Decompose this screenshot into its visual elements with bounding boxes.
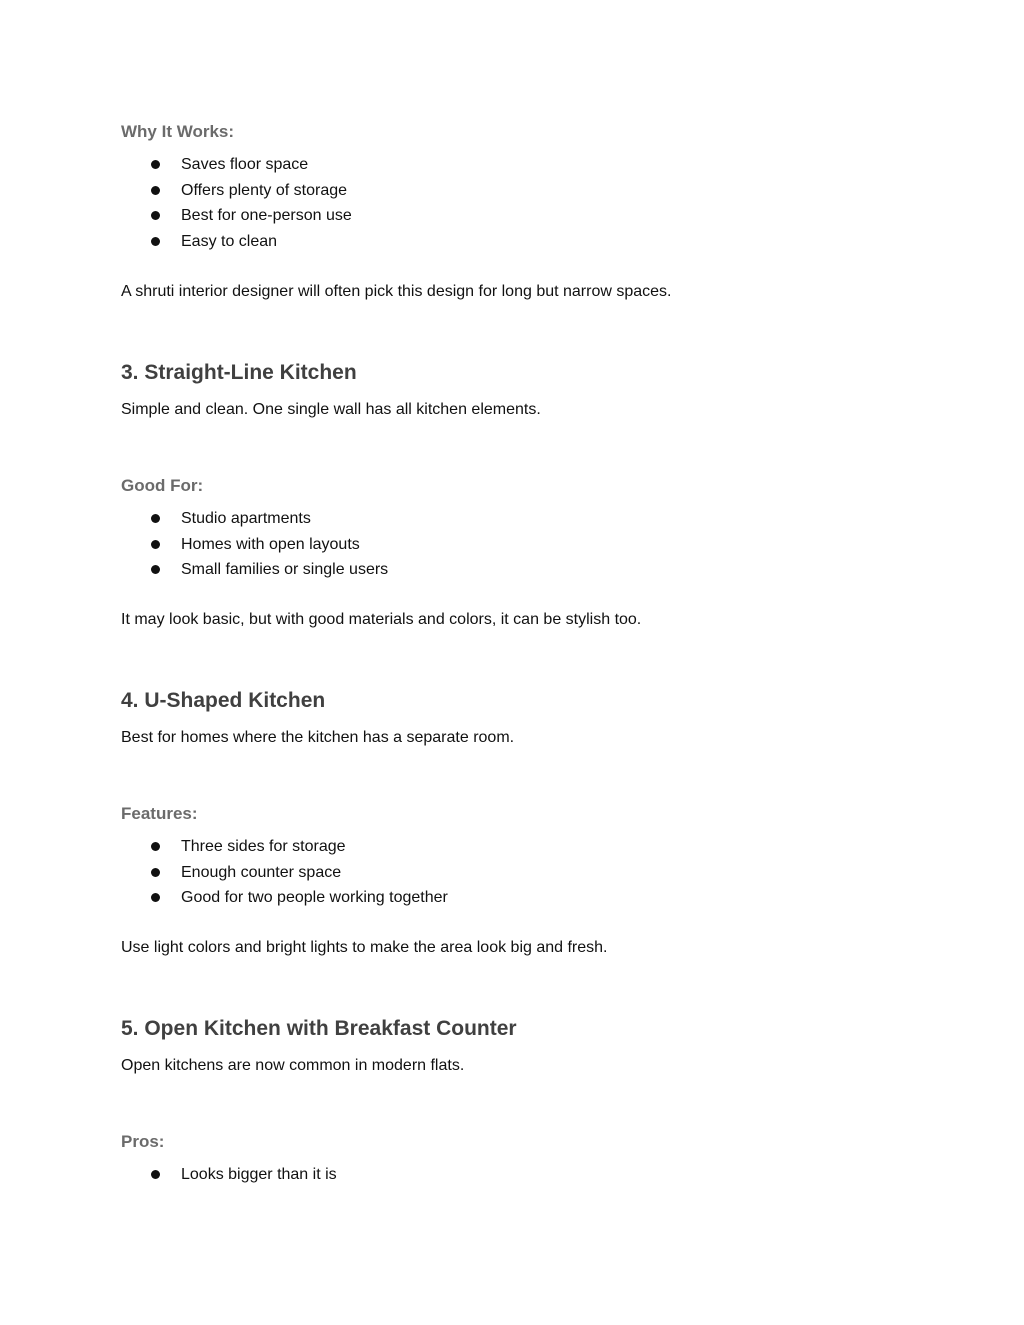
straight-line-kitchen-note: It may look basic, but with good materials and colors, it can be stylish too.: [121, 611, 642, 628]
good-for-list: [121, 506, 901, 583]
bullet-icon: [151, 893, 160, 902]
u-shaped-kitchen-intro: Best for homes where the kitchen has a separate room.: [121, 729, 515, 746]
open-kitchen-intro: Open kitchens are now common in modern flats.: [121, 1057, 465, 1074]
bullet-icon: [151, 1170, 160, 1179]
bullet-icon: [151, 237, 160, 246]
bullet-icon: [151, 565, 160, 574]
list-item: Best for one-person use: [121, 203, 901, 229]
pros-list: [121, 1162, 901, 1188]
u-shaped-kitchen-heading: 4. U-Shaped Kitchen: [121, 689, 326, 712]
straight-line-kitchen-intro: Simple and clean. One single wall has all kitchen elements.: [121, 401, 541, 418]
features-list: [121, 834, 901, 911]
bullet-icon: [151, 540, 160, 549]
features-label: Features:: [121, 804, 198, 823]
why-it-works-label: Why It Works:: [121, 122, 235, 141]
bullet-icon: [151, 868, 160, 877]
straight-line-kitchen-heading: 3. Straight-Line Kitchen: [121, 361, 357, 384]
open-kitchen-heading: 5. Open Kitchen with Breakfast Counter: [121, 1017, 517, 1040]
bullet-icon: [151, 514, 160, 523]
pros-label: Pros:: [121, 1132, 165, 1151]
good-for-label: Good For:: [121, 476, 204, 495]
list-item: Homes with open layouts: [121, 532, 901, 558]
list-item: Studio apartments: [121, 506, 901, 532]
bullet-icon: [151, 186, 160, 195]
list-item: Looks bigger than it is: [121, 1162, 901, 1188]
list-item: Three sides for storage: [121, 834, 901, 860]
why-it-works-list: [121, 152, 901, 254]
why-it-works-section: [121, 121, 901, 143]
bullet-icon: [151, 842, 160, 851]
bullet-icon: [151, 160, 160, 169]
why-it-works-note: A shruti interior designer will often pick this design for long but narrow spaces.: [121, 283, 672, 300]
bullet-icon: [151, 211, 160, 220]
list-item: Enough counter space: [121, 860, 901, 886]
list-item: Offers plenty of storage: [121, 178, 901, 204]
list-item: Saves floor space: [121, 152, 901, 178]
list-item: Easy to clean: [121, 229, 901, 255]
list-item: Good for two people working together: [121, 885, 901, 911]
u-shaped-kitchen-note: Use light colors and bright lights to make the area look big and fresh.: [121, 939, 608, 956]
list-item: Small families or single users: [121, 557, 901, 583]
